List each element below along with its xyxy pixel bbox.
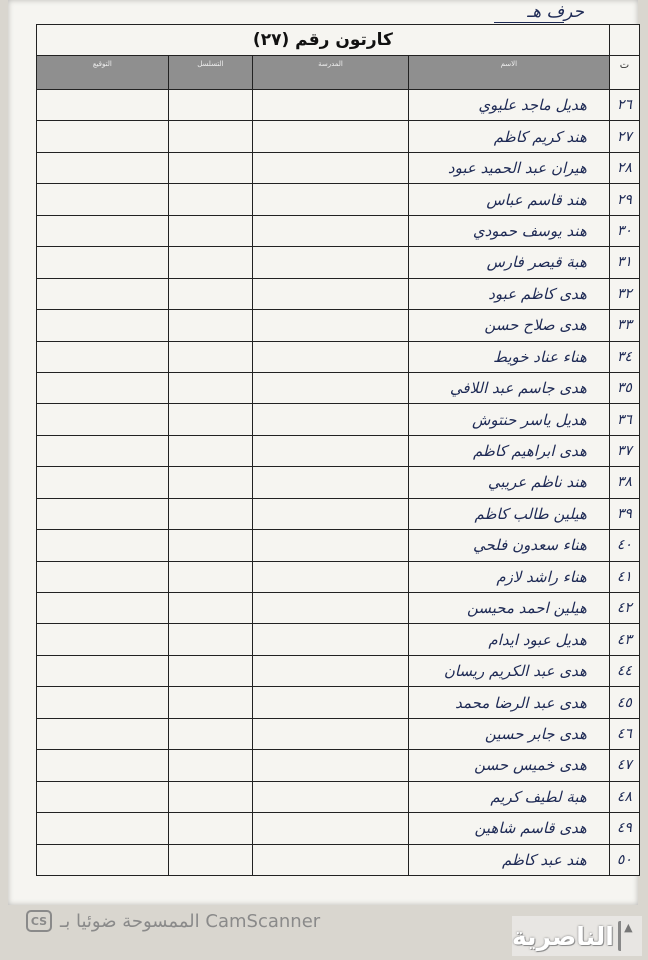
table-row [37, 435, 640, 466]
signature-cell [37, 404, 169, 435]
signature-cell [37, 467, 169, 498]
school-cell [253, 593, 409, 624]
camscanner-icon: CS [26, 910, 52, 932]
serial-cell [168, 655, 252, 686]
signature-cell [37, 655, 169, 686]
column-header-num: ت [609, 56, 639, 90]
school-cell [253, 687, 409, 718]
serial-cell [168, 310, 252, 341]
serial-cell [168, 247, 252, 278]
serial-cell [168, 372, 252, 403]
row-name: هدى صلاح حسن [408, 310, 609, 341]
row-name: هناء عناد خويط [408, 341, 609, 372]
header-note: حرف هـ [527, 2, 584, 22]
table-row [37, 750, 640, 781]
signature-cell [37, 498, 169, 529]
school-cell [253, 467, 409, 498]
school-cell [253, 655, 409, 686]
row-number: ٣٥ [609, 372, 639, 403]
row-name: هبة لطيف كريم [408, 781, 609, 812]
row-number: ٤٥ [609, 687, 639, 718]
row-name: هدى جاسم عبد اللافي [408, 372, 609, 403]
row-number: ٢٨ [609, 152, 639, 183]
school-cell [253, 530, 409, 561]
school-cell [253, 247, 409, 278]
table-title: كارتون رقم (٢٧) [37, 25, 610, 56]
row-number: ٣١ [609, 247, 639, 278]
table-row [37, 372, 640, 403]
serial-cell [168, 593, 252, 624]
school-cell [253, 781, 409, 812]
row-name: هند كريم كاظم [408, 121, 609, 152]
row-number: ٤٧ [609, 750, 639, 781]
table-row [37, 561, 640, 592]
document-sheet [8, 0, 638, 905]
table-row [37, 467, 640, 498]
row-name: هيلين طالب كاظم [408, 498, 609, 529]
school-cell [253, 624, 409, 655]
serial-cell [168, 152, 252, 183]
row-name: هديل عبود ايدام [408, 624, 609, 655]
serial-cell [168, 530, 252, 561]
row-name: هدى جابر حسين [408, 718, 609, 749]
row-name: هدى عبد الرضا محمد [408, 687, 609, 718]
school-cell [253, 404, 409, 435]
row-name: هند يوسف حمودي [408, 215, 609, 246]
signature-cell [37, 310, 169, 341]
table-row [37, 593, 640, 624]
signature-cell [37, 718, 169, 749]
school-cell [253, 435, 409, 466]
serial-cell [168, 498, 252, 529]
serial-cell [168, 813, 252, 844]
title-spacer [609, 25, 639, 56]
table-row [37, 624, 640, 655]
serial-cell [168, 750, 252, 781]
row-number: ٤٠ [609, 530, 639, 561]
signature-cell [37, 624, 169, 655]
signature-cell [37, 184, 169, 215]
serial-cell [168, 718, 252, 749]
serial-cell [168, 687, 252, 718]
school-cell [253, 718, 409, 749]
serial-cell [168, 90, 252, 121]
signature-cell [37, 278, 169, 309]
row-number: ٢٧ [609, 121, 639, 152]
school-cell [253, 844, 409, 875]
row-number: ٢٦ [609, 90, 639, 121]
row-name: هبة قيصر فارس [408, 247, 609, 278]
row-number: ٣٣ [609, 310, 639, 341]
school-cell [253, 813, 409, 844]
row-name: هند عبد كاظم [408, 844, 609, 875]
table-row [37, 844, 640, 875]
table-row [37, 121, 640, 152]
serial-cell [168, 404, 252, 435]
row-name: هناء سعدون فلحي [408, 530, 609, 561]
serial-cell [168, 215, 252, 246]
table-row [37, 718, 640, 749]
signature-cell [37, 750, 169, 781]
school-cell [253, 121, 409, 152]
table-row [37, 404, 640, 435]
signature-cell [37, 247, 169, 278]
table-row [37, 813, 640, 844]
signature-cell [37, 561, 169, 592]
table-row [37, 310, 640, 341]
row-number: ٣٠ [609, 215, 639, 246]
school-cell [253, 498, 409, 529]
serial-cell [168, 844, 252, 875]
row-number: ٤٨ [609, 781, 639, 812]
school-cell [253, 184, 409, 215]
names-table [36, 24, 640, 876]
table-row [37, 215, 640, 246]
serial-cell [168, 435, 252, 466]
column-header-row [37, 56, 640, 90]
row-number: ٥٠ [609, 844, 639, 875]
row-number: ٣٧ [609, 435, 639, 466]
row-number: ٣٤ [609, 341, 639, 372]
row-name: هند قاسم عباس [408, 184, 609, 215]
nasiriyah-logo [512, 916, 642, 956]
signature-cell [37, 121, 169, 152]
row-number: ٤٢ [609, 593, 639, 624]
row-name: هناء راشد لازم [408, 561, 609, 592]
table-row [37, 278, 640, 309]
row-name: هديل ماجد عليوي [408, 90, 609, 121]
school-cell [253, 90, 409, 121]
row-number: ٣٩ [609, 498, 639, 529]
column-header-serial: التسلسل [168, 56, 252, 90]
school-cell [253, 750, 409, 781]
row-number: ٤٦ [609, 718, 639, 749]
column-header-school: المدرسة [253, 56, 409, 90]
signature-cell [37, 341, 169, 372]
signature-cell [37, 152, 169, 183]
table-row [37, 687, 640, 718]
header-underline [494, 22, 564, 23]
column-header-name: الاسم [408, 56, 609, 90]
table-row [37, 247, 640, 278]
row-name: هيران عبد الحميد عبود [408, 152, 609, 183]
school-cell [253, 310, 409, 341]
signature-cell [37, 215, 169, 246]
signature-cell [37, 90, 169, 121]
school-cell [253, 215, 409, 246]
logo-text: الناصرية [512, 921, 614, 951]
serial-cell [168, 561, 252, 592]
row-name: هدى ابراهيم كاظم [408, 435, 609, 466]
serial-cell [168, 341, 252, 372]
row-number: ٣٢ [609, 278, 639, 309]
serial-cell [168, 624, 252, 655]
row-name: هديل ياسر حنتوش [408, 404, 609, 435]
table-row [37, 184, 640, 215]
signature-cell [37, 781, 169, 812]
row-name: هند ناظم عريبي [408, 467, 609, 498]
camscanner-text: الممسوحة ضوئيا بـ CamScanner [60, 910, 321, 932]
row-name: هدى قاسم شاهين [408, 813, 609, 844]
camscanner-watermark [26, 906, 386, 936]
row-name: هدى خميس حسن [408, 750, 609, 781]
serial-cell [168, 184, 252, 215]
table-row [37, 341, 640, 372]
row-number: ٤١ [609, 561, 639, 592]
table-body [37, 90, 640, 876]
row-name: هيلين احمد محيسن [408, 593, 609, 624]
signature-cell [37, 372, 169, 403]
row-number: ٤٤ [609, 655, 639, 686]
row-number: ٢٩ [609, 184, 639, 215]
table-row [37, 781, 640, 812]
row-number: ٣٦ [609, 404, 639, 435]
signature-cell [37, 593, 169, 624]
table-row [37, 152, 640, 183]
school-cell [253, 372, 409, 403]
table-row [37, 498, 640, 529]
signature-cell [37, 844, 169, 875]
column-header-signature: التوقيع [37, 56, 169, 90]
school-cell [253, 341, 409, 372]
serial-cell [168, 467, 252, 498]
school-cell [253, 278, 409, 309]
school-cell [253, 152, 409, 183]
row-number: ٤٩ [609, 813, 639, 844]
row-name: هدى عبد الكريم ريسان [408, 655, 609, 686]
school-cell [253, 561, 409, 592]
signature-cell [37, 530, 169, 561]
signature-cell [37, 435, 169, 466]
table-row [37, 655, 640, 686]
row-number: ٣٨ [609, 467, 639, 498]
logo-icon: ▲ [618, 921, 636, 951]
signature-cell [37, 687, 169, 718]
serial-cell [168, 278, 252, 309]
row-name: هدى كاظم عبود [408, 278, 609, 309]
table-row [37, 530, 640, 561]
serial-cell [168, 781, 252, 812]
row-number: ٤٣ [609, 624, 639, 655]
serial-cell [168, 121, 252, 152]
signature-cell [37, 813, 169, 844]
table-row [37, 90, 640, 121]
